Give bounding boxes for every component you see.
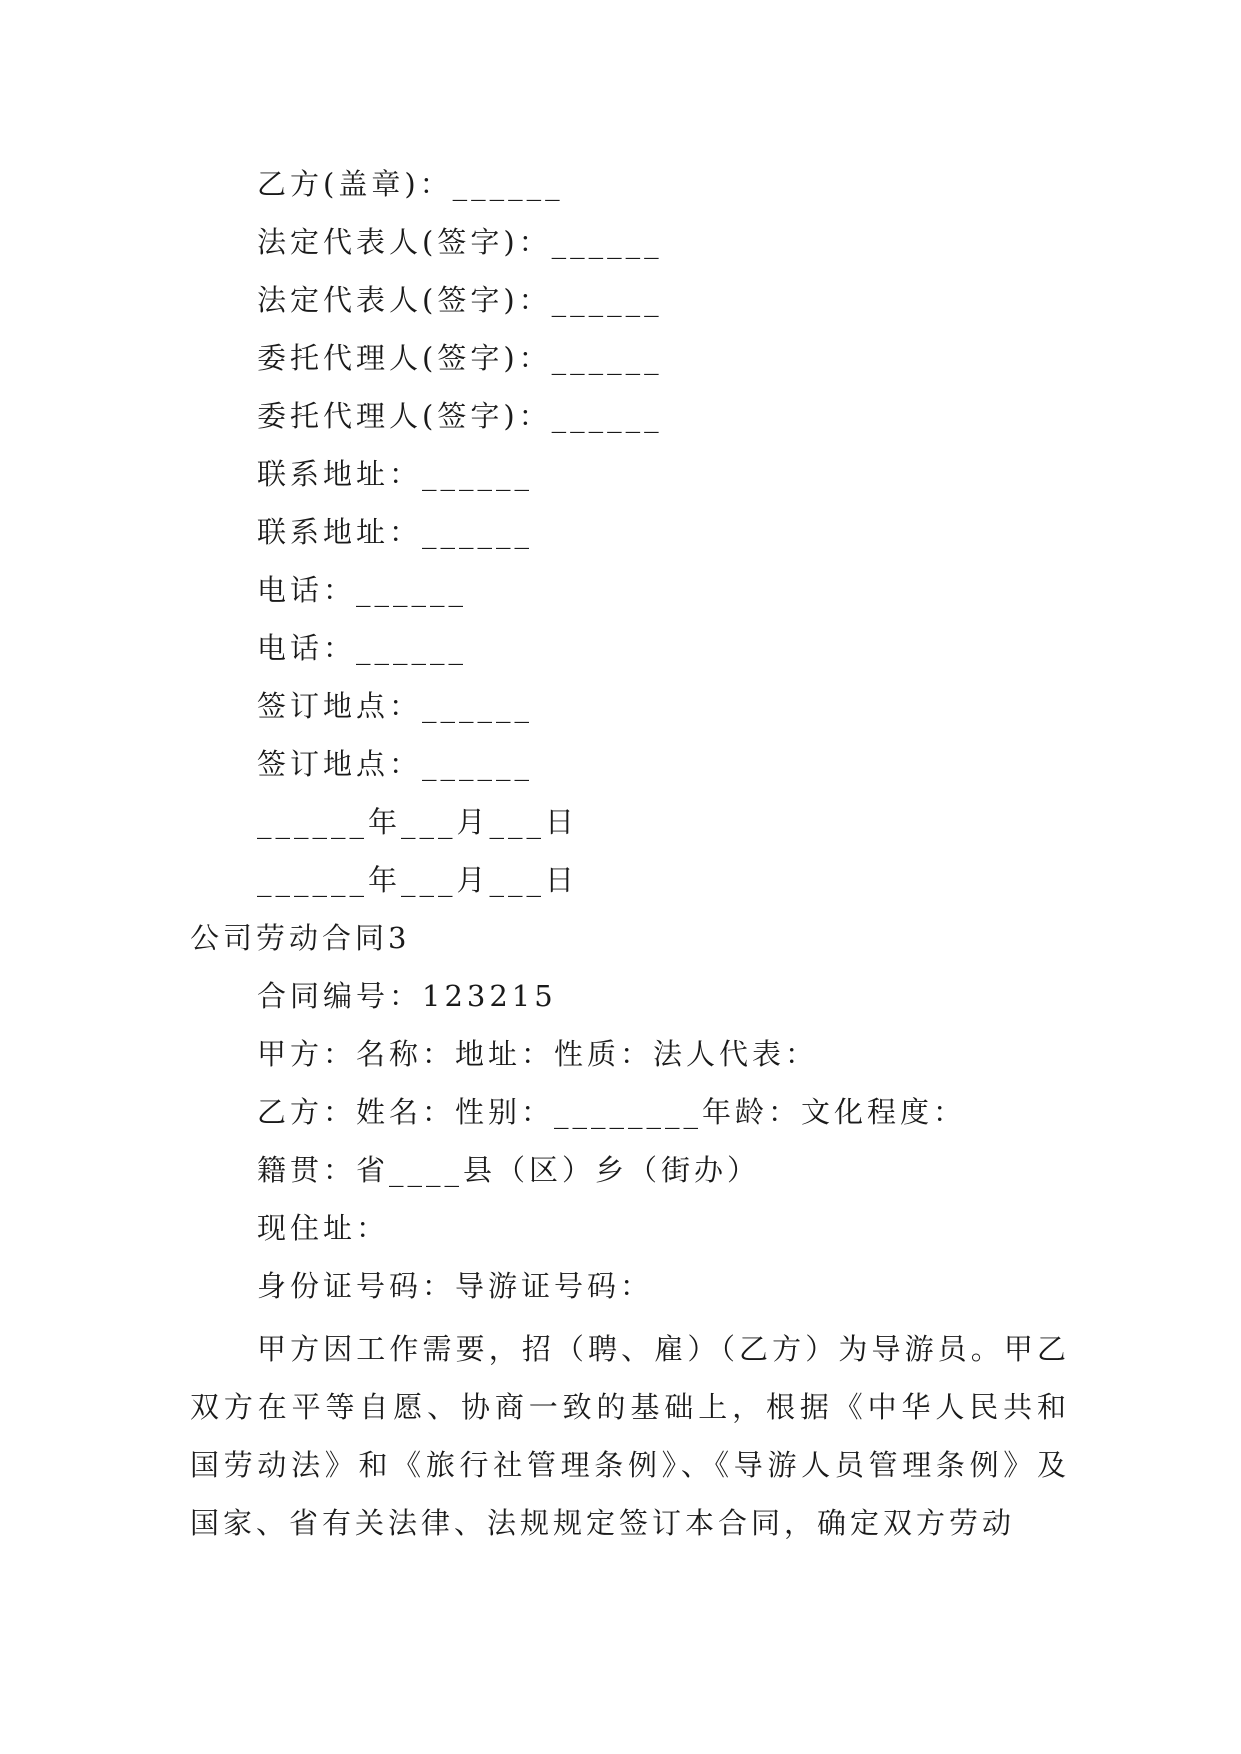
- agent-signature-line: 委托代理人(签字)：______: [257, 399, 663, 433]
- party-b-seal-line: 乙方(盖章)：______: [257, 167, 564, 201]
- id-number-line: 身份证号码：导游证号码：: [257, 1269, 654, 1303]
- date-line: ______年___月___日: [257, 863, 579, 897]
- section-title: 公司劳动合同3: [190, 921, 411, 955]
- party-a-info-line: 甲方：名称：地址：性质：法人代表：: [257, 1037, 819, 1071]
- party-b-info-line: 乙方：姓名：性别：________年龄：文化程度：: [257, 1095, 967, 1129]
- date-line: ______年___月___日: [257, 805, 579, 839]
- phone-line: 电话：______: [257, 573, 468, 607]
- legal-rep-signature-line: 法定代表人(签字)：______: [257, 225, 663, 259]
- contract-paragraph: 甲方因工作需要，招（聘、雇）（乙方）为导游员。甲乙双方在平等自愿、协商一致的基础上，根据《中华人民共和国劳动法》和《旅行社管理条例》、《导游人员管理条例》及国家、省有关法律、法规规定签订本合同，确定双方劳动: [190, 1332, 1070, 1540]
- contract-number-line: 合同编号：123215: [257, 979, 557, 1013]
- current-address-line: 现住址：: [257, 1211, 390, 1245]
- contact-address-line: 联系地址：______: [257, 457, 534, 491]
- signing-place-line: 签订地点：______: [257, 747, 534, 781]
- agent-signature-line: 委托代理人(签字)：______: [257, 341, 663, 375]
- contact-address-line: 联系地址：______: [257, 515, 534, 549]
- phone-line: 电话：______: [257, 631, 468, 665]
- signing-place-line: 签订地点：______: [257, 689, 534, 723]
- legal-rep-signature-line: 法定代表人(签字)：______: [257, 283, 663, 317]
- native-place-line: 籍贯：省____县（区）乡（街办）: [257, 1153, 761, 1187]
